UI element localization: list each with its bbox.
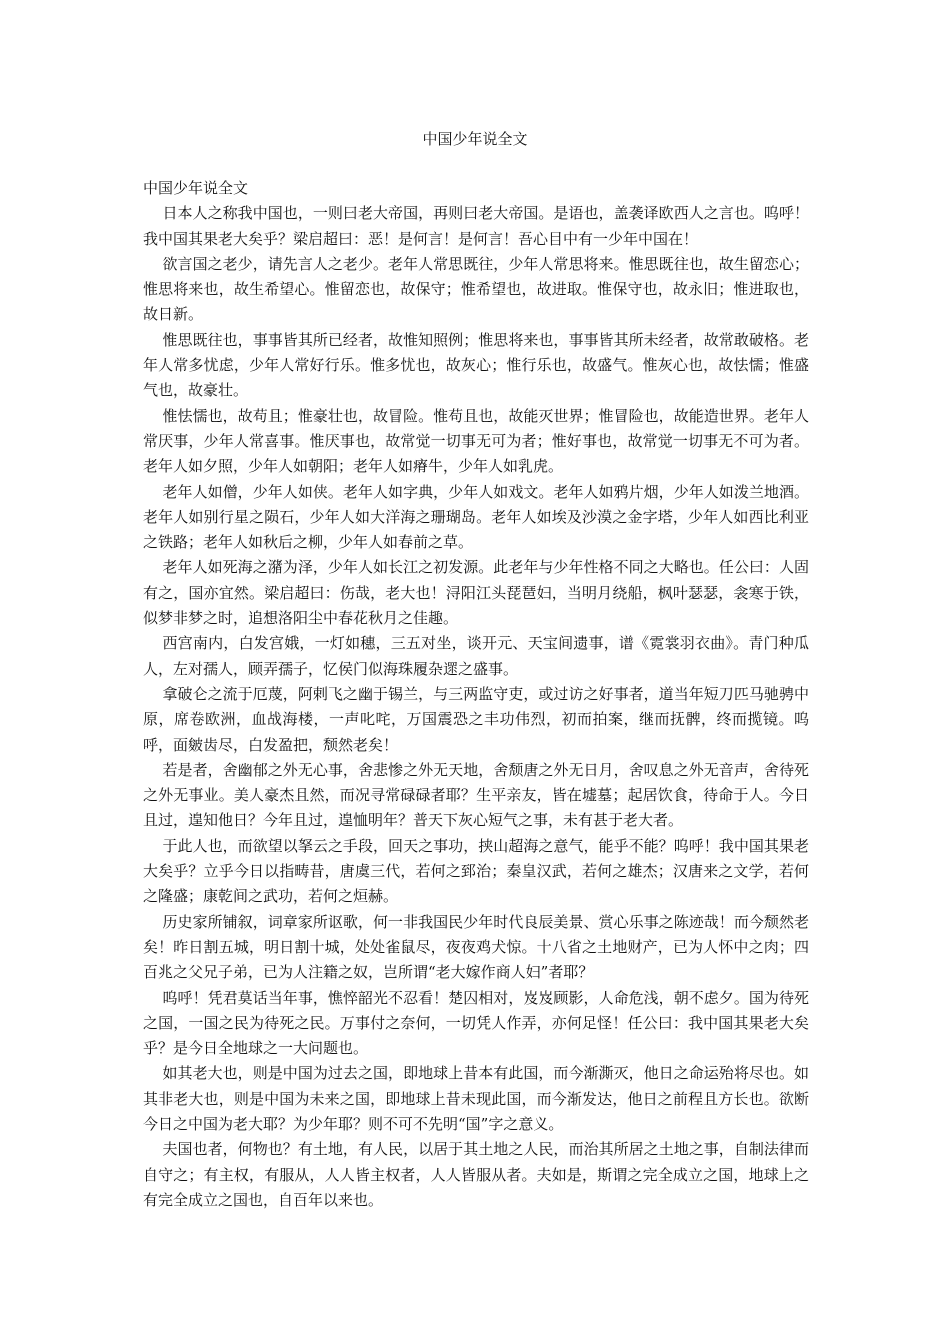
- paragraph: 西宫南内，白发宫娥，一灯如穗，三五对坐，谈开元、天宝间遗事，谱《霓裳羽衣曲》。青门种瓜人，左对孺人，顾弄孺子，忆侯门似海珠履杂遝之盛事。: [143, 634, 809, 678]
- paragraph: 老年人如僧，少年人如侠。老年人如字典，少年人如戏文。老年人如鸦片烟，少年人如泼兰地酒。老年人如别行星之陨石，少年人如大洋海之珊瑚岛。老年人如埃及沙漠之金字塔，少年人如西比利亚之铁路；老年人如秋后之柳，少年人如春前之草。: [143, 482, 809, 552]
- paragraph: 如其老大也，则是中国为过去之国，即地球上昔本有此国，而今渐澌灭，他日之命运殆将尽也。如其非老大也，则是中国为未来之国，即地球上昔未现此国，而今渐发达，他日之前程且方长也。欲断今日之中国为老大耶？为少年耶？则不可不先明“国”字之意义。: [143, 1064, 809, 1133]
- paragraph: 历史家所铺叙，词章家所讴歌，何一非我国民少年时代良辰美景、赏心乐事之陈迹哉！而今颓然老矣！昨日割五城，明日割十城，处处雀鼠尽，夜夜鸡犬惊。十八省之土地财产，已为人怀中之肉；四百兆之父兄子弟，已为人注籍之奴，岂所谓“老大嫁作商人妇”者耶？: [143, 912, 809, 982]
- paragraph: 惟怯懦也，故苟且；惟豪壮也，故冒险。惟苟且也，故能灭世界；惟冒险也，故能造世界。老年人常厌事，少年人常喜事。惟厌事也，故常觉一切事无可为者；惟好事也，故常觉一切事无不可为者。老年人如夕照，少年人如朝阳；老年人如瘠牛，少年人如乳虎。: [143, 406, 809, 476]
- paragraph: 呜呼！凭君莫话当年事，憔悴韶光不忍看！楚囚相对，岌岌顾影，人命危浅，朝不虑夕。国为待死之国，一国之民为待死之民。万事付之奈何，一切凭人作弄，亦何足怪！任公曰：我中国其果老大矣乎？是今日全地球之一大问题也。: [143, 988, 809, 1058]
- document-title: 中国少年说全文: [422, 130, 528, 148]
- paragraph: 若是者，舍幽郁之外无心事，舍悲惨之外无天地，舍颓唐之外无日月，舍叹息之外无音声，舍待死之外无事业。美人豪杰且然，而况寻常碌碌者耶？生平亲友，皆在墟墓；起居饮食，待命于人。今日且过，遑知他日？今年且过，遑恤明年？普天下灰心短气之事，未有甚于老大者。: [143, 760, 809, 830]
- paragraph: 老年人如死海之潴为泽，少年人如长江之初发源。此老年与少年性格不同之大略也。任公曰：人固有之，国亦宜然。梁启超曰：伤哉，老大也！浔阳江头琵琶妇，当明月绕船，枫叶瑟瑟，衾寒于铁，似梦非梦之时，追想洛阳尘中春花秋月之佳趣。: [143, 558, 809, 628]
- paragraph: 于此人也，而欲望以拏云之手段，回天之事功，挟山超海之意气，能乎不能？呜呼！我中国其果老大矣乎？立乎今日以指畴昔，唐虞三代，若何之郅治；秦皇汉武，若何之雄杰；汉唐来之文学，若何之隆盛；康乾间之武功，若何之烜赫。: [143, 836, 809, 906]
- paragraph: 拿破仑之流于厄蔑，阿剌飞之幽于锡兰，与三两监守吏，或过访之好事者，道当年短刀匹马驰骋中原，席卷欧洲，血战海楼，一声叱咤，万国震恐之丰功伟烈，初而拍案，继而抚髀，终而揽镜。呜呼，面皴齿尽，白发盈把，颓然老矣！: [143, 684, 809, 754]
- document-subheading: 中国少年说全文: [143, 179, 249, 197]
- document-body: [143, 176, 809, 1213]
- paragraph: 惟思既往也，事事皆其所已经者，故惟知照例；惟思将来也，事事皆其所未经者，故常敢破格。老年人常多忧虑，少年人常好行乐。惟多忧也，故灰心；惟行乐也，故盛气。惟灰心也，故怯懦；惟盛气也，故豪壮。: [143, 330, 809, 400]
- paragraph: 夫国也者，何物也？有土地，有人民，以居于其土地之人民，而治其所居之土地之事，自制法律而自守之；有主权，有服从，人人皆主权者，人人皆服从者。夫如是，斯谓之完全成立之国，地球上之有完全成立之国也，自百年以来也。: [143, 1140, 809, 1209]
- paragraph: 欲言国之老少，请先言人之老少。老年人常思既往，少年人常思将来。惟思既往也，故生留恋心；惟思将来也，故生希望心。惟留恋也，故保守；惟希望也，故进取。惟保守也，故永旧；惟进取也，故日新。: [143, 254, 809, 324]
- paragraph: 日本人之称我中国也，一则曰老大帝国，再则曰老大帝国。是语也，盖袭译欧西人之言也。呜呼！我中国其果老大矣乎？梁启超曰：恶！是何言！是何言！吾心目中有一少年中国在！: [143, 204, 809, 248]
